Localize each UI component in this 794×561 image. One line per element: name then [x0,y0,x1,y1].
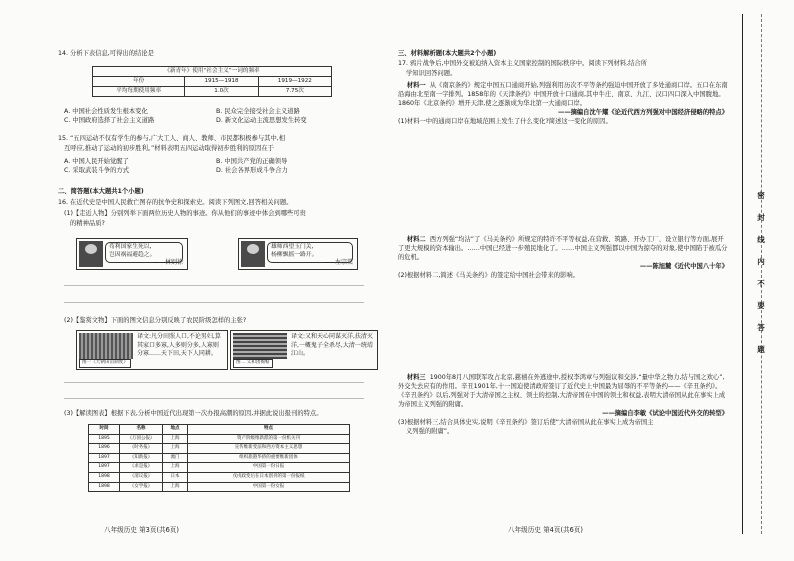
lin-zexu-portrait [79,241,103,267]
table-row [89,453,350,463]
zuo-zongtang-card [238,238,358,270]
th-feature: 特点 [188,425,350,435]
q14-row-label: 平均每期使用频率 [93,87,185,97]
q14-option-a[interactable]: A. 中国社会性质发生根本变化 [64,108,148,115]
table-cell: 《时务报》 [120,444,163,454]
q14-option-c[interactable]: C. 中国政府选择了社会主义道路 [64,116,155,124]
lin-zexu-quote-line-2: 岂因祸福避趋之。 [109,251,156,258]
right-page-footer: 八年级历史 第4页(共6页) [508,526,583,534]
table-cell: 《清议报》 [120,472,163,482]
material-3-para [398,374,728,410]
material-1-line-3: 中牛庄、南京、九江、汉口四口深入中国腹地。1860年《北京条约》增开天津,使之逐 [398,90,725,107]
material-3-line-1: 1900年8月八国联军攻占北京,慈禧在外逃途中,授权李鸿章与列强议和交涉, [429,374,639,381]
taiping-image-caption: 图一《天朝田亩制度》 [79,359,131,368]
q15-option-b[interactable]: B. 中国共产党的正确领导 [216,158,288,165]
q14-table [92,66,332,97]
q14-options [64,108,364,126]
q14-option-d[interactable]: D. 新文化运动主流思想发生转变 [216,116,307,124]
q14-period-2: 1919—1922 [258,77,331,87]
material-2-line-3: 了。……中国主义列强都以中国为掠夺的对象,使中国陷于被瓜分的危机。 [398,244,728,261]
table-cell: 1898 [89,482,120,492]
answer-line-4[interactable] [64,398,364,399]
section-2-heading: 二、简答题(本大题共1个小题) [58,188,144,195]
material-1 [398,82,728,127]
zuo-zongtang-quote-line-2: 杨柳飘摇一路开。 [271,251,318,258]
taiping-image-box [76,330,228,370]
material-1-para [398,82,728,109]
table-cell: 《知新报》 [120,453,163,463]
binding-char: 封 [757,213,765,222]
q14-value-2: 7.75次 [258,87,331,97]
q14-period-1: 1915—1918 [185,77,258,87]
material-3 [398,374,728,437]
material-3-question-line-2: 义列强的附庸”。 [406,427,454,435]
table-cell: 宣传维新变法和西方资本主义思想 [188,444,350,454]
q14-stem: 14. 分析下表信息,可得出的结论是 [58,50,154,57]
binding-char: 内 [757,257,765,266]
q15-line-2: 互呼应,推动了运动的初步胜利。”材料表明五四运动取得初步胜利的原因在于 [64,145,274,152]
lin-zexu-card [76,238,188,270]
q14-option-b[interactable]: B. 民众完全接受社会主义道路 [216,108,300,115]
binding-char: 要 [757,301,765,310]
q15-option-c[interactable]: C. 采取武装斗争的方式 [64,166,130,174]
zuo-zongtang-quote-line-1: 雄师西望玉门关, [271,244,314,250]
table-cell: 澳门 [163,453,188,463]
binding-char: 线 [757,235,765,244]
q14-table-header: 《新青年》使用“社会主义”一词的频率 [93,67,332,77]
newspaper-table-header-row [89,425,350,435]
material-3-line-4: 大清帝国之主权、领土的控制,大清帝国在中国的领土和权益,表明大清帝国从此在事实上成为帝国主 [398,391,726,408]
q16-stem: 16. 在近代史是中国人民救亡图存的抗争史和探索史。阅读下列图文,回答相关问题。 [58,199,293,206]
left-page-footer: 八年级历史 第3页(共6页) [104,526,179,534]
th-time: 时间 [89,425,120,435]
q15-line-1: 15. “五四运动不仅有学生的参与,广大工人、商人、教师、市民都积极参与其中,相 [58,135,286,142]
material-2 [398,236,728,281]
q16-sub1-line-2: 的精神品质? [70,220,105,227]
boxer-poster-image [233,333,287,359]
table-cell: 日本 [163,472,188,482]
lin-zexu-quote-line-1: 苟利国家生死以, [109,244,152,250]
material-2-title: 材料二 [406,236,426,243]
table-cell: 中国第一份女报 [188,482,350,492]
binding-warning [754,190,768,366]
table-cell: 1898 [89,472,120,482]
q17-line-2: 学知识回答问题。 [406,70,457,77]
material-1-line-2: 口岸。五口在东南沿海由北至南一字排列。1858年的《天津条约》中国开放十口通商,其 [398,82,728,98]
table-cell: 《女学报》 [120,482,163,492]
material-3-line-3: 签订了近代史上中国最为屈辱的不平等条约——《辛丑条约》。《辛丑条约》以后,列强对于 [398,382,722,399]
material-1-source: ——摘编自沈午耀《论近代西方列强对中国经济侵略的特点》 [557,108,728,116]
zuo-zongtang-name: ——左宗棠 [322,259,353,267]
table-cell: 1896 [89,444,120,454]
material-3-line-2: “量中华之物力,结与国之欢心”,外交失去应有的作用。辛丑1901年,十一国迫使清政府 [398,374,725,390]
table-row [89,482,350,492]
boxer-image-box [230,330,378,370]
table-row [89,472,350,482]
newspaper-table-wrap [88,424,350,492]
boxer-translation: 译文:又和天心同谋灭洋,扶清灭洋,一概鬼子全杀尽,大清一统靖江山。 [291,333,373,358]
table-cell: 资产阶级维新派的第一份机关刊 [188,434,350,444]
th-name: 名称 [120,425,163,435]
binding-strip [740,0,794,561]
zuo-zongtang-portrait [241,241,265,267]
material-2-question: (2)根据材料二,简述《马关条约》的签定给中国社会带来的影响。 [398,271,579,279]
material-2-source: ——陈旭麓《近代中国八十年》 [639,262,728,270]
table-cell: 《万国公报》 [120,434,163,444]
material-3-title: 材料三 [406,374,426,381]
q15-option-a[interactable]: A. 中国人民开始觉醒了 [64,158,129,165]
q15-options [64,158,364,176]
material-1-line-4: 渐成为华北第一大通商口岸。 [504,99,587,107]
material-2-line-2: 厂、设立银行等方面,展开了更大规模的资本输出。……中国已经进一步殖民地化 [398,236,724,252]
material-1-title: 材料一 [406,82,426,89]
binding-char: 不 [757,279,765,288]
section-3-heading: 三、材料解析题(本大题共2个小题) [398,50,497,57]
q15-option-d[interactable]: D. 社会各界形成斗争合力 [216,166,288,174]
binding-char: 密 [757,191,765,200]
taiping-translation: 译文:凡分田照人口,不论男妇,算其家口多寡,人多则分多,人寡则分寡……天下田,天下人同耕。 [137,333,221,358]
table-row [89,463,350,473]
q17-line-1: 17. 鸦片战争后,中国外交被迫纳入资本主义国家控制的国际秩序中。阅读下列材料,结合所 [398,60,648,67]
table-row [89,444,350,454]
binding-char: 题 [757,345,765,354]
table-row [89,434,350,444]
q14-col-label: 年份 [93,77,185,87]
table-cell: 1895 [89,434,120,444]
answer-line-2[interactable] [64,302,364,303]
binding-char: 答 [757,323,765,332]
table-cell: 1897 [89,453,120,463]
material-3-question-line-1: (3)根据材料三,结合具体史实,说明《辛丑条约》签订后使“大清帝国从此在事实上成为帝国主 [398,418,654,426]
material-2-line-1: 西方列强“均沾”了《马关条约》所规定的特许不平等权益,在营救、筑路、开办工 [429,236,653,243]
table-cell: 《求是报》 [120,463,163,473]
material-3-line-5: 义列强的附庸。 [423,400,468,408]
q14-value-1: 1.0次 [185,87,258,97]
material-1-question: (1)材料一中的通商口岸在地域范围上发生了什么变化?简述这一变化的原因。 [398,117,612,125]
q16-sub2: (2)【鉴赏文物】下面的图文信息分别反映了农民阶级怎样的主张? [64,317,247,324]
table-cell: 上海 [163,444,188,454]
answer-line-1[interactable] [64,285,364,286]
newspaper-table [88,424,350,492]
table-cell: 上海 [163,463,188,473]
boxer-image-caption: 图二 义和团揭帖 [233,359,273,368]
th-place: 地点 [163,425,188,435]
table-cell: 1897 [89,463,120,473]
material-2-para [398,236,728,263]
binding-solid-line [742,14,743,534]
material-3-source: ——摘编自李敏《试论中国近代外交的转型》 [602,409,728,417]
q16-sub1-line-1: (1)【走近人物】分别列举下面两位历史人物的事迹。你从他们的事迹中体会到哪些可贵 [64,210,306,217]
taiping-document-image [79,333,133,359]
table-cell: 组织旅港华侨的重要维新团体 [188,453,350,463]
table-cell: 中国第一份日报 [188,463,350,473]
table-cell: 上海 [163,482,188,492]
answer-line-3[interactable] [64,382,364,383]
table-cell: 戊戌政变后在日本创刊的第一份报纸 [188,472,350,482]
lin-zexu-name: ——林则徐 [152,259,183,267]
table-cell: 上海 [163,434,188,444]
q16-sub3: (3)【解读图表】根据下表,分析中国近代出现第一次办报高潮的原因,并据此说出报刊的特点。 [64,410,323,417]
material-1-line-1: 从《南京条约》规定中国五口通商开始,列强利用历次不平等条约强迫中国开放了多处通商 [429,82,678,89]
